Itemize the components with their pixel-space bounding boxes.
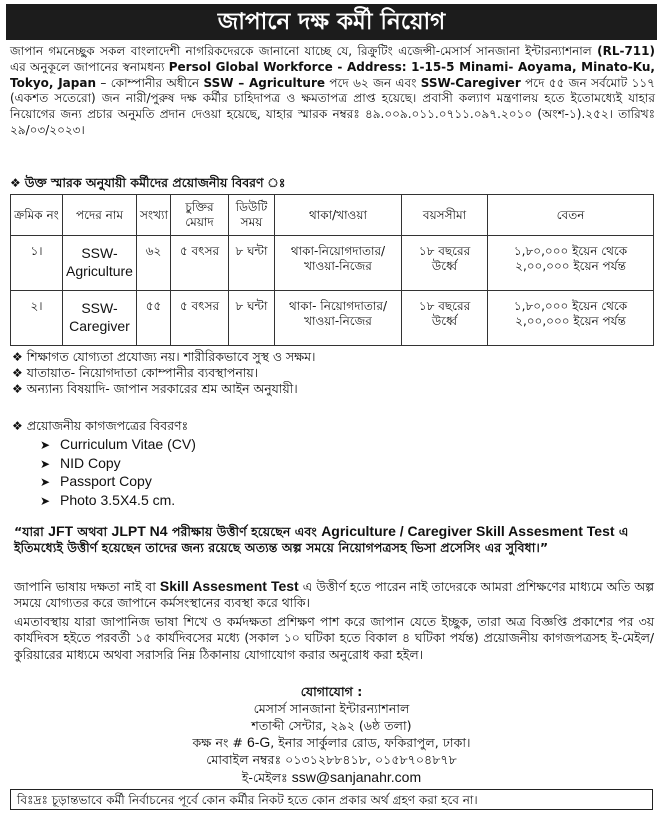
documents-list bbox=[40, 436, 196, 510]
contact-room: 6-G bbox=[246, 734, 271, 751]
training-test-name: Skill Assesment Test bbox=[159, 578, 299, 594]
intro-paragraph bbox=[10, 44, 655, 139]
table-cell: থাকা-নিয়োগদাতার/ খাওয়া-নিজের bbox=[275, 236, 402, 291]
section-heading bbox=[10, 175, 650, 191]
contact-email-label: ই-মেইলঃ bbox=[241, 769, 292, 785]
arrow-bullet-icon: ➤ bbox=[40, 493, 51, 508]
intro-rl-number: (RL-711) bbox=[597, 44, 655, 58]
table-cell: ১। bbox=[11, 236, 63, 291]
intro-text-1: জাপান গমনেচ্ছুক সকল বাংলাদেশী নাগরিকদেরকে জানানো যাচ্ছে যে, রিক্রুটিং এজেন্সী-মেসার্স সানজানা ইন্টারন্যাশনাল bbox=[10, 44, 598, 58]
table-cell: ৬২ bbox=[137, 236, 171, 291]
contact-email: ssw@sanjanahr.com bbox=[291, 768, 422, 785]
intro-text-2: এর অনুকূলে জাপানের স্বনামধন্য bbox=[10, 59, 169, 74]
table-row bbox=[11, 291, 654, 346]
application-paragraph: এমতাবস্থায় যারা জাপানিজ ভাষা শিখে ও কর্মদক্ষতা প্রশিক্ষণ পাশ করে জাপান যেতে ইচ্ছুক, তারা অত্র বিজ্ঞপ্তি প্রকাশের পর ৩য় কার্যদিবস হইতে পরবর্তী ১৫ কার্যদিবসের মধ্যে (সকাল ১০ ঘটিকা হতে বিকাল ৪ ঘটিকা পর্যন্ত) প্রয়োজনীয় কাগজপত্রসহ ই-মেইল/কুরিয়ারের মাধ্যমে অথবা সরাসরি নিম্ন ঠিকানায় যোগাযোগ করার অনুরোধ করা হইল। bbox=[14, 614, 654, 662]
table-header-cell: ডিউটি সময় bbox=[229, 195, 275, 236]
page-title: জাপানে দক্ষ কর্মী নিয়োগ bbox=[6, 4, 657, 40]
document-text: Passport Copy bbox=[60, 473, 152, 489]
document-text: Photo 3.5X4.5 cm. bbox=[60, 491, 176, 508]
table-header-cell: বয়সসীমা bbox=[402, 195, 488, 236]
note-text: শিক্ষাগত যোগ্যতা প্রযোজ্য নয়। শারীরিকভাবে সুস্থ ও সক্ষম। bbox=[26, 349, 316, 364]
list-item bbox=[40, 473, 196, 492]
table-header-cell: থাকা/খাওয়া bbox=[275, 195, 402, 236]
table-cell: থাকা- নিয়োগদাতার/ খাওয়া-নিজের bbox=[275, 291, 402, 346]
table-header-cell: চুক্তির মেয়াদ bbox=[171, 195, 229, 236]
table-cell: ১৮ বছরের উর্ধ্বে bbox=[402, 291, 488, 346]
contact-address-post: , ইনার সার্কুলার রোড, ফকিরাপুল, ঢাকা। bbox=[270, 735, 471, 751]
table-cell: ৮ ঘন্টা bbox=[229, 236, 275, 291]
quote-jft: JFT bbox=[48, 523, 74, 539]
diamond-bullet-icon: ❖ bbox=[12, 366, 23, 380]
contact-address bbox=[0, 734, 663, 752]
arrow-bullet-icon: ➤ bbox=[40, 475, 51, 489]
table-header-cell: সংখ্যা bbox=[137, 195, 171, 236]
quote-text-3: পরীক্ষায় উত্তীর্ণ হয়েছেন এবং bbox=[167, 524, 322, 539]
footer-note: বিঃদ্রঃ চূড়ান্তভাবে কর্মী নির্বাচনের পূর্বে কোন কর্মীর নিকট হতে কোন প্রকার অর্থ গ্রহণ করা হবে না। bbox=[10, 789, 653, 810]
table-cell: ১,৮০,০০০ ইয়েন থেকে ২,০০,০০০ ইয়েন পর্যন্ত bbox=[488, 291, 654, 346]
quote-text-4: এ ইতিমধ্যেই উত্তীর্ণ হয়েছেন তাদের জন্য রয়েছে অত্যন্ত অল্প সময়ে নিয়োগপত্রসহ ভিসা প্রসেসিং এর সুবিধা।” bbox=[14, 524, 629, 556]
note-text: যাতায়াত- নিয়োগদাতা কোম্পানীর ব্যবস্থাপনায়। bbox=[26, 365, 259, 380]
quote-skill-test: Agriculture / Caregiver Skill Assesment Test bbox=[321, 523, 615, 539]
highlight-quote bbox=[14, 523, 654, 557]
table-cell: ৫৫ bbox=[137, 291, 171, 346]
list-item bbox=[40, 455, 196, 474]
section-heading-text: উক্ত স্মারক অনুযায়ী কর্মীদের প্রয়োজনীয় বিবরণ ঃ bbox=[24, 175, 286, 190]
diamond-bullet-icon: ❖ bbox=[10, 176, 21, 190]
contact-label: যোগাযোগ : bbox=[300, 684, 363, 699]
table-header-row bbox=[11, 195, 654, 236]
diamond-bullet-icon: ❖ bbox=[12, 382, 23, 396]
table-cell: SSW-Caregiver bbox=[63, 291, 137, 346]
list-item bbox=[40, 492, 196, 511]
training-text-1: জাপানি ভাষায় দক্ষতা নাই বা bbox=[14, 579, 160, 594]
table-header-cell: বেতন bbox=[488, 195, 654, 236]
document-text: NID Copy bbox=[60, 454, 121, 471]
table-cell: ৫ বৎসর bbox=[171, 236, 229, 291]
intro-text-3: – কোম্পানীর অধীনে bbox=[96, 75, 204, 90]
note-text: অন্যান্য বিষয়াদি- জাপান সরকারের শ্রম আইন অনুযায়ী। bbox=[26, 381, 298, 396]
intro-text-5: পদে ৫৫ জন সর্বমোট ১১৭ (একশত সতেরো) জন নারী/পুরুষ দক্ষ কর্মীর চাহিদাপত্র ও ক্ষমতাপত্র প্রাপ্ত হয়েছে। প্রবাসী কল্যাণ মন্ত্রণালয় হতে ইতোমধ্যেই যাহার নিয়োগের জন্য প্রচার অনুমতি প্রদান দেওয়া হয়েছে, যাহার স্মারক নম্বরঃ ৪৯.০০৯.০১১.০৭১১.০৯৭.২০১০ (অংশ-১).২৫২। তারিখঃ ২৯/০৩/২০২৩। bbox=[10, 75, 655, 137]
list-item bbox=[12, 349, 652, 365]
arrow-bullet-icon: ➤ bbox=[40, 456, 51, 471]
requirements-table bbox=[10, 194, 654, 346]
documents-heading bbox=[12, 418, 188, 434]
quote-jlpt: JLPT N4 bbox=[111, 523, 168, 539]
table-header-cell: ক্রমিক নং bbox=[11, 195, 63, 236]
notes-list bbox=[12, 349, 652, 397]
document-text: Curriculum Vitae (CV) bbox=[60, 436, 196, 452]
quote-text-1: “যারা bbox=[14, 524, 49, 539]
documents-heading-text: প্রয়োজনীয় কাগজপত্রের বিবরণঃ bbox=[26, 418, 189, 433]
contact-company: মেসার্স সানজানা ইন্টারন্যাশনাল bbox=[253, 700, 410, 716]
quote-text-2: অথবা bbox=[73, 524, 112, 539]
table-cell: ৫ বৎসর bbox=[171, 291, 229, 346]
table-cell: SSW-Agriculture bbox=[63, 236, 137, 291]
intro-ssw-caregiver: SSW-Caregiver bbox=[420, 75, 521, 90]
contact-address-pre: কক্ষ নং # bbox=[192, 735, 247, 751]
diamond-bullet-icon: ❖ bbox=[12, 350, 23, 364]
table-cell: ৮ ঘন্টা bbox=[229, 291, 275, 346]
list-item bbox=[12, 381, 652, 397]
arrow-bullet-icon: ➤ bbox=[40, 438, 51, 452]
table-row bbox=[11, 236, 654, 291]
table-cell: ২। bbox=[11, 291, 63, 346]
intro-text-4: পদে ৬২ জন এবং bbox=[325, 75, 421, 90]
table-cell: ১,৮০,০০০ ইয়েন থেকে ২,০০,০০০ ইয়েন পর্যন্ত bbox=[488, 236, 654, 291]
contact-building: শতাব্দী সেন্টার, ২৯২ (৬ষ্ঠ তলা) bbox=[251, 717, 412, 733]
intro-company: Persol Global Workforce - Address: 1-15-5 Minami- Aoyama, Minato-Ku, Tokyo, Japan bbox=[10, 59, 655, 90]
list-item bbox=[40, 436, 196, 455]
training-paragraph bbox=[14, 578, 654, 612]
diamond-bullet-icon: ❖ bbox=[12, 419, 23, 433]
table-header-cell: পদের নাম bbox=[63, 195, 137, 236]
list-item bbox=[12, 365, 652, 381]
contact-mobile: মোবাইল নম্বরঃ ০১৩১২৮৮৪১৮, ০১৫৮৭০৪৮৭৮ bbox=[206, 752, 457, 768]
contact-email-line bbox=[0, 769, 663, 787]
table-cell: ১৮ বছরের উর্ধ্বে bbox=[402, 236, 488, 291]
intro-ssw-agriculture: SSW – Agriculture bbox=[203, 75, 325, 90]
training-text-2: এ উত্তীর্ণ হতে পারেন নাই তাদেরকে আমরা প্রশিক্ষণের মাধ্যমে অতি অল্প সময়ে যোগ্যতর করে জাপানে কর্মসংস্থানের ব্যবস্থা করে থাকি। bbox=[14, 579, 654, 611]
contact-block bbox=[0, 684, 663, 787]
